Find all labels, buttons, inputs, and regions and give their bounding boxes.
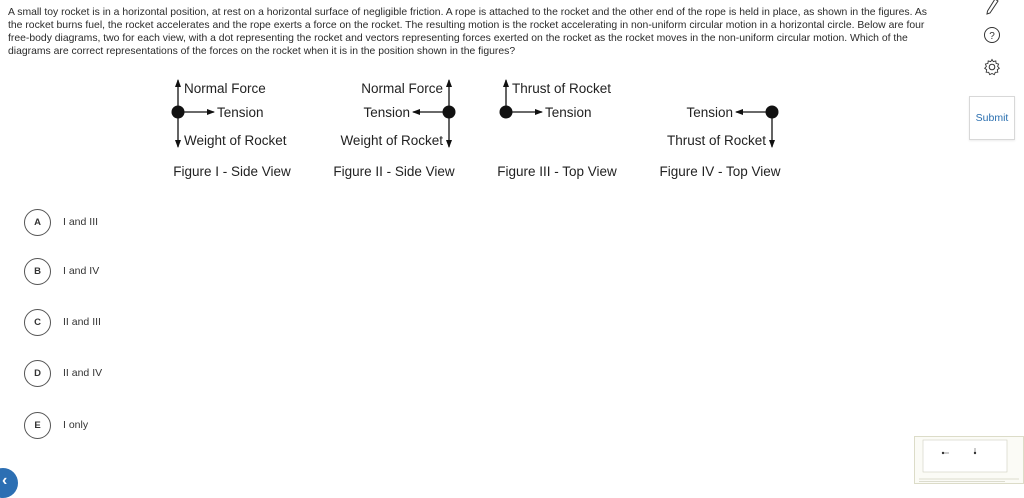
fig1-tension-label: Tension (217, 105, 264, 120)
fig1-caption: Figure I - Side View (173, 164, 291, 179)
fig4-thrust-label: Thrust of Rocket (666, 133, 766, 148)
option-b[interactable] (24, 257, 224, 285)
option-a-text: I and III (63, 216, 99, 228)
option-d-text: II and IV (63, 367, 103, 379)
help-button[interactable] (978, 24, 1006, 46)
option-e[interactable] (24, 411, 224, 439)
option-c-text: II and III (63, 316, 101, 328)
option-a-letter[interactable]: A (24, 209, 51, 236)
fig2-weight-label: Weight of Rocket (340, 133, 443, 148)
question-text: A small toy rocket is in a horizontal position, at rest on a horizontal surface of negligible friction. A rope is attached to the rocket and the other end of the rope is held in place, as shown in the figures. As the rocket burns fuel, the rocket accelerates and the rope exerts a force on the rocket. The resulting motion is the rocket accelerating in non-uniform circular motion in a horizontal circle. Below are four free-body diagrams, two for each view, with a dot representing the rocket and vectors representing forces exerted on the rocket as the rocket moves in the non-uniform circular motion. Which of the diagrams are correct representations of the forces on the rocket when it is in the position shown in the figures? (8, 7, 927, 57)
free-body-diagram-svg (0, 0, 960, 200)
fig4-rocket-dot (766, 106, 779, 119)
chevron-left-icon: ‹ (2, 472, 8, 489)
option-c-letter[interactable]: C (24, 309, 51, 336)
fig1-normal-label: Normal Force (184, 81, 266, 96)
fig4-caption: Figure IV - Top View (659, 164, 781, 179)
back-button[interactable] (0, 468, 18, 498)
gear-icon (983, 58, 1001, 76)
option-b-text: I and IV (63, 265, 100, 277)
option-d[interactable] (24, 359, 224, 387)
fig3-tension-label: Tension (545, 105, 592, 120)
figure-3 (497, 80, 617, 179)
free-body-diagrams (0, 0, 960, 200)
thumbnail-preview-image (915, 437, 1023, 483)
help-icon (983, 26, 1001, 44)
fig2-caption: Figure II - Side View (333, 164, 455, 179)
option-b-letter[interactable]: B (24, 258, 51, 285)
option-c[interactable] (24, 308, 224, 336)
fig4-tension-label: Tension (686, 105, 733, 120)
pencil-icon (985, 0, 999, 16)
option-d-letter[interactable]: D (24, 360, 51, 387)
option-e-text: I only (63, 419, 89, 431)
option-e-letter[interactable]: E (24, 412, 51, 439)
fig3-caption: Figure III - Top View (497, 164, 617, 179)
figure-4 (659, 105, 780, 179)
fig2-normal-label: Normal Force (361, 81, 443, 96)
svg-text:?: ? (989, 31, 995, 42)
fig3-rocket-dot (500, 106, 513, 119)
fig2-tension-label: Tension (363, 105, 410, 120)
fig3-thrust-label: Thrust of Rocket (512, 81, 612, 96)
figure-1 (172, 80, 292, 179)
figure-2 (333, 80, 455, 179)
pencil-tool-button[interactable] (978, 0, 1006, 18)
page-thumbnail[interactable] (914, 436, 1024, 484)
option-a[interactable] (24, 208, 224, 236)
fig2-rocket-dot (443, 106, 456, 119)
submit-button[interactable]: Submit (969, 96, 1015, 140)
fig1-weight-label: Weight of Rocket (184, 133, 287, 148)
fig1-rocket-dot (172, 106, 185, 119)
settings-button[interactable] (978, 56, 1006, 78)
